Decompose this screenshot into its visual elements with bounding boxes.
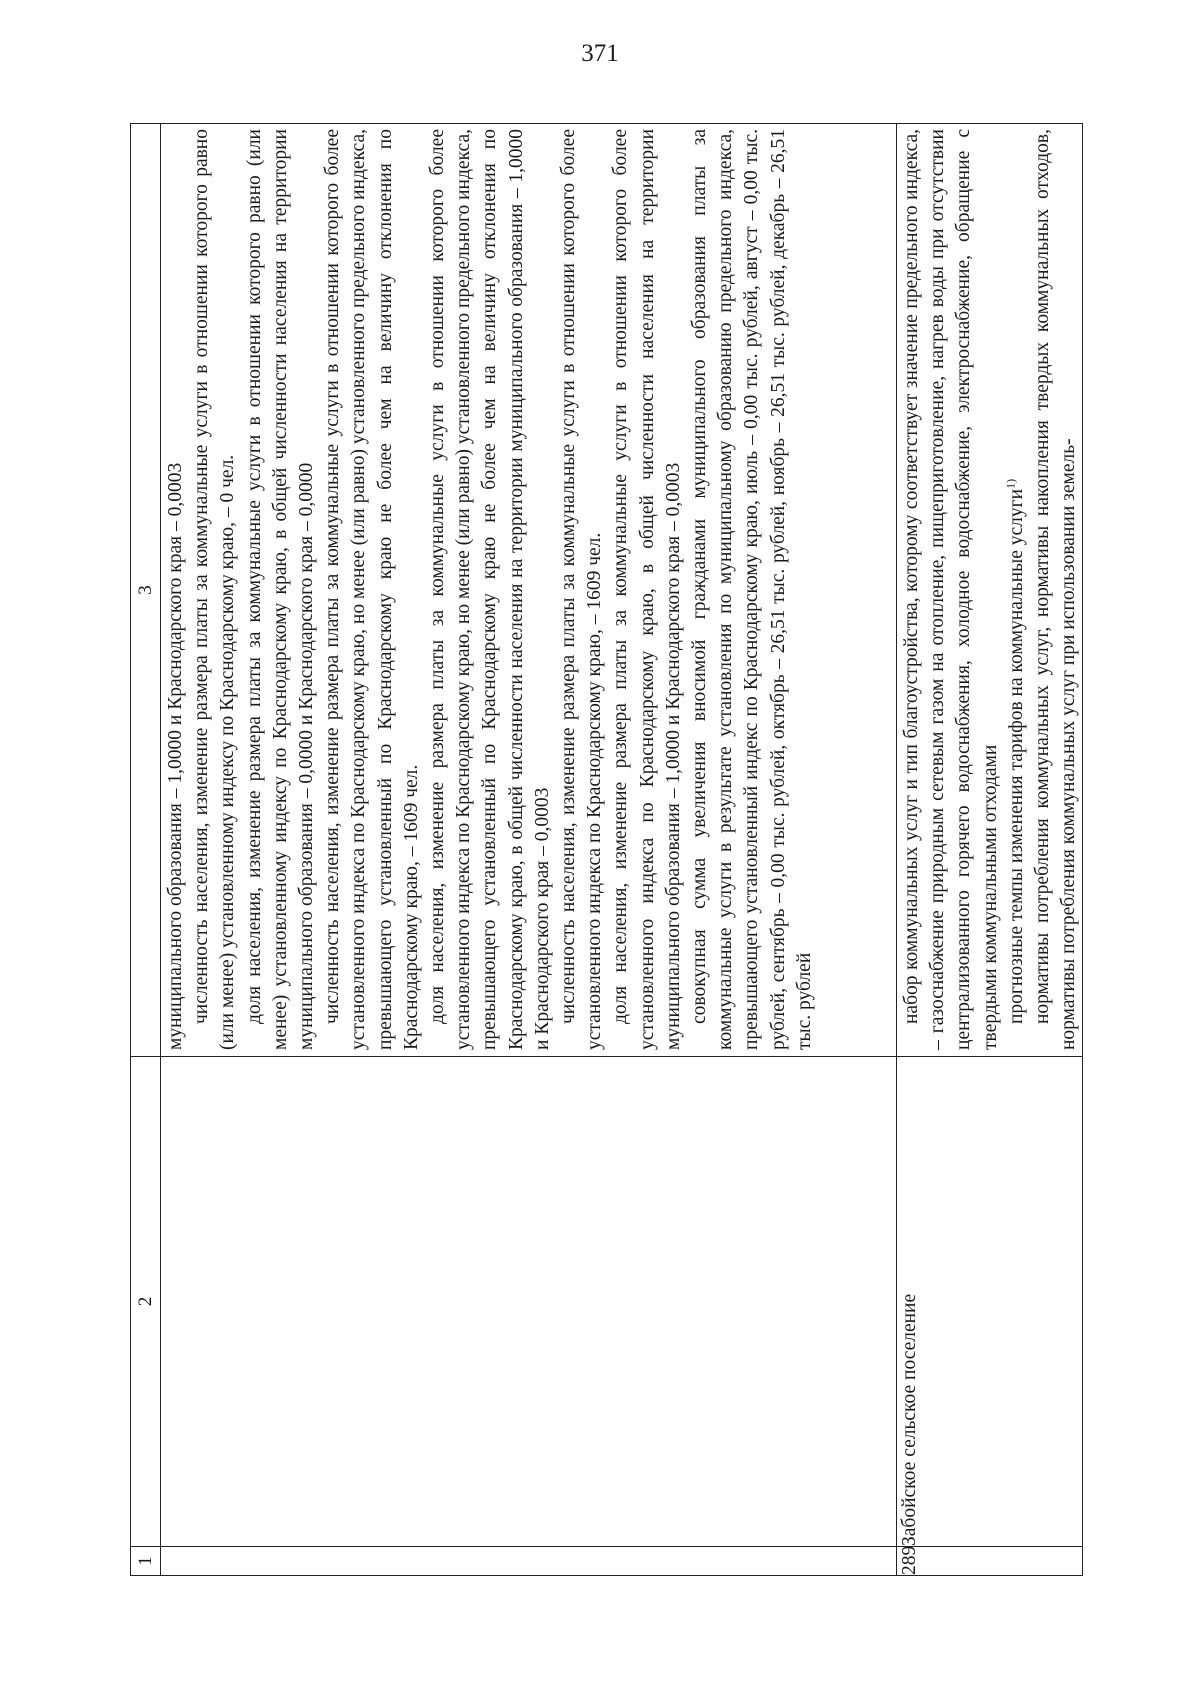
- table-row-289: [897, 124, 1083, 1576]
- table-header-row: [131, 124, 161, 1576]
- description-cell: [161, 124, 897, 1057]
- paragraph: доля населения, изменение размера платы за коммунальные услуги в отношении которого более установленного индекса по Краснодарскому краю, в общей численности населения на территории муниципального образования – 1,0000 и Краснодарского края – 0,0003: [610, 129, 684, 1050]
- rotated-table-container: [130, 124, 1080, 1576]
- header-cell-1: 1: [131, 1547, 161, 1576]
- settlement-name-cell: Забойское сельское поселение: [897, 1057, 1083, 1547]
- description-cell: [897, 124, 1083, 1057]
- header-cell-3: 3: [131, 124, 161, 1057]
- footnote-marker: 1): [1003, 478, 1018, 489]
- paragraph-text: прогнозные темпы изменения тарифов на коммунальные услуги: [1005, 488, 1027, 1024]
- paragraph: набор коммунальных услуг и тип благоустройства, которому соответствует значение предельного индекса, – газоснабжение природным сетевым газом на отопление, пищеприготовление, нагрев воды при отсутствии централизованного горячего водоснабжения, холодное водоснабжение, электроснабжение, обращение с твердыми коммунальными отходами: [901, 129, 1001, 1050]
- data-table: [130, 123, 1083, 1576]
- page-number: 371: [581, 40, 619, 67]
- row-number-cell: 289: [897, 1547, 1083, 1576]
- paragraph: доля населения, изменение размера платы за коммунальные услуги в отношении которого более установленного индекса по Краснодарскому краю, но менее (или равно) установленного предельного индекса, превышающего установленный по Краснодарскому краю не более чем на величину отклонения по Краснодарскому краю, в общей численности населения на территории муниципального образования – 1,0000 и Краснодарского края – 0,0003: [427, 129, 553, 1050]
- table-row-continuation: [161, 124, 897, 1576]
- paragraph: доля населения, изменение размера платы за коммунальные услуги в отношении которого равно (или менее) установленному индексу по Краснодарскому краю, в общей численности населения на территории муниципального образования – 0,0000 и Краснодарского края – 0,0000: [243, 129, 318, 1050]
- row-number-cell: [161, 1547, 897, 1576]
- paragraph: муниципального образования – 1,0000 и Краснодарского края – 0,0003: [165, 462, 186, 1050]
- paragraph: нормативы потребления коммунальных услуг, нормативы накопления твердых коммунальных отходов, нормативы потребления коммунальных услуг при использовании земель-: [1032, 129, 1080, 1050]
- settlement-name-cell: [161, 1057, 897, 1547]
- paragraph: численность населения, изменение размера платы за коммунальные услуги в отношении которого более установленного индекса по Краснодарскому краю, но менее (или равно) установленного предельного индекса, превышающего установленный по Краснодарскому краю не более чем на величину отклонения по Краснодарскому краю, – 1609 чел.: [322, 129, 422, 1050]
- header-cell-2: 2: [131, 1057, 161, 1547]
- paragraph: совокупная сумма увеличения вносимой гражданами муниципального образования платы за коммунальные услуги в результате установления по муниципальному образованию предельного индекса, превышающего установленный индекс по Краснодарскому краю, июль – 0,00 тыс. рублей, август – 0,00 тыс. рублей, сентябрь – 0,00 тыс. рублей, октябрь – 26,51 тыс. рублей, ноябрь – 26,51 тыс. рублей, декабрь – 26,51 тыс. рублей: [689, 129, 815, 1050]
- paragraph: [1004, 129, 1030, 1050]
- paragraph: численность населения, изменение размера платы за коммунальные услуги в отношении которого более установленного индекса по Краснодарскому краю, – 1609 чел.: [558, 129, 606, 1050]
- paragraph: численность населения, изменение размера платы за коммунальные услуги в отношении которого равно (или менее) установленному индексу по Краснодарскому краю, – 0 чел.: [191, 129, 239, 1050]
